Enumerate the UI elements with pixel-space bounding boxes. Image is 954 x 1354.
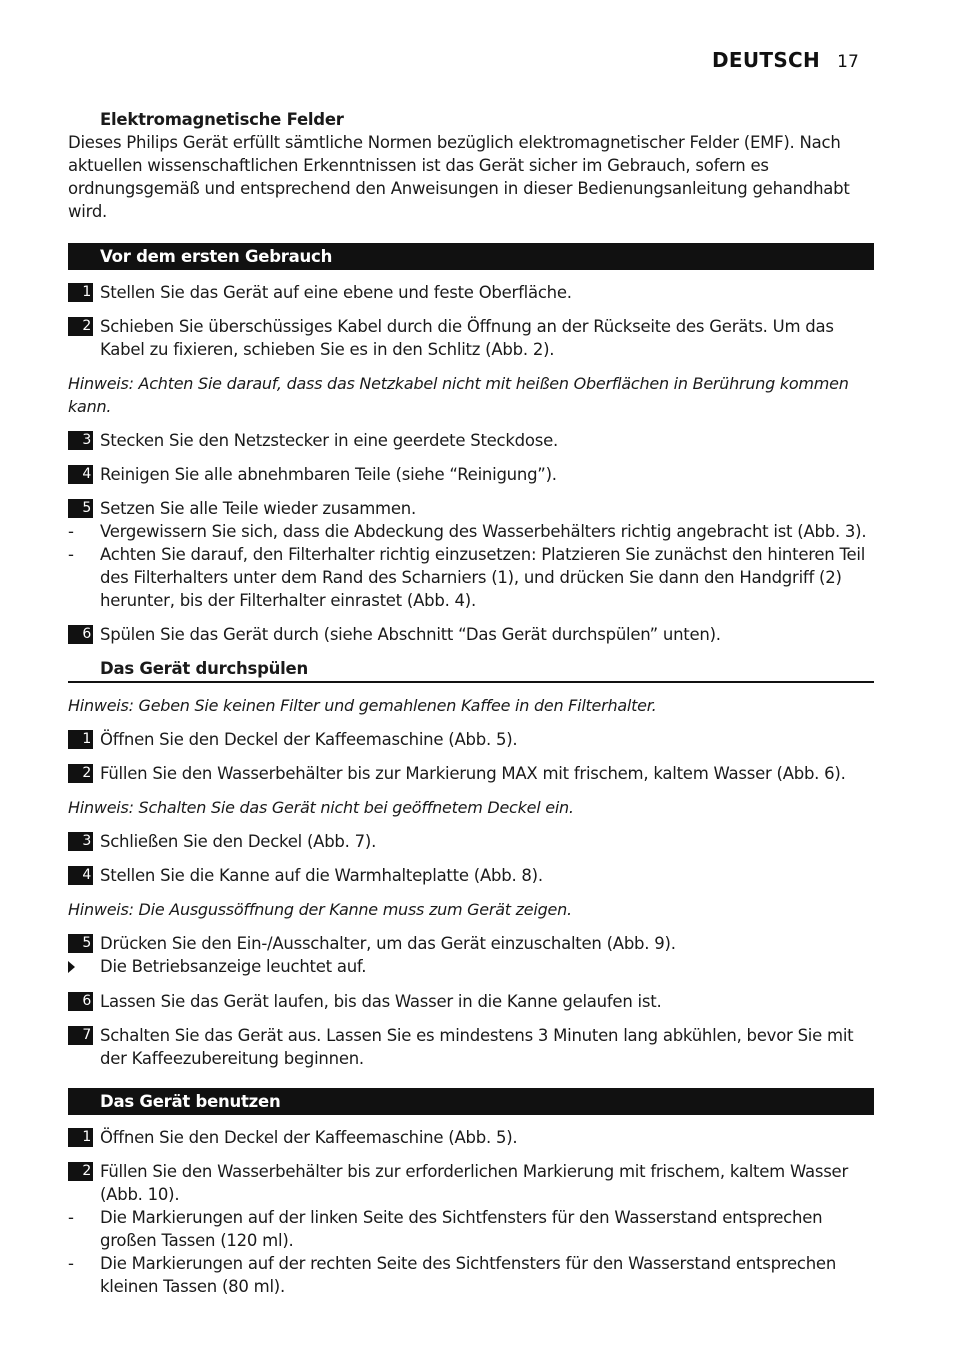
step-text: Füllen Sie den Wasserbehälter bis zur Markierung MAX mit frischem, kaltem Wasser (Abb. 6). [100, 764, 846, 783]
result-text: Die Betriebsanzeige leuchtet auf. [100, 957, 367, 976]
dash-marker: - [68, 522, 74, 541]
step-number: 5 [68, 934, 93, 953]
step-item [68, 864, 874, 887]
step-number: 2 [68, 764, 93, 783]
language-label: DEUTSCH [712, 48, 821, 72]
step-item [68, 830, 874, 853]
result-arrow-icon [68, 955, 100, 979]
page-content [68, 108, 874, 1298]
step-item [68, 990, 874, 1013]
bullet-item [68, 1252, 874, 1298]
bullet-item [68, 543, 874, 612]
step-text: Schieben Sie überschüssiges Kabel durch die Öffnung an der Rückseite des Geräts. Um das Kabel zu fixieren, schieben Sie es in den Schlitz (Abb. 2). [100, 317, 834, 359]
step-number: 3 [68, 832, 93, 851]
step-item [68, 463, 874, 486]
step-text: Schließen Sie den Deckel (Abb. 7). [100, 832, 377, 851]
page-number: 17 [837, 52, 859, 72]
section-heading-use: Das Gerät benutzen [68, 1088, 874, 1115]
dash-marker: - [68, 1208, 74, 1227]
step-item [68, 497, 874, 520]
step-item [68, 728, 874, 751]
bullet-text: Vergewissern Sie sich, dass die Abdeckung des Wasserbehälters richtig angebracht ist (Abb. 3). [100, 522, 867, 541]
step-item [68, 1160, 874, 1206]
step-text: Spülen Sie das Gerät durch (siehe Abschnitt “Das Gerät durchspülen” unten). [100, 625, 721, 644]
section-heading-first-use: Vor dem ersten Gebrauch [68, 243, 874, 270]
bullet-text: Achten Sie darauf, den Filterhalter richtig einzusetzen: Platzieren Sie zunächst den hinteren Teil des Filterhalters unter dem Rand des Scharniers (1), und drücken Sie dann den Handgriff (2) herunter, bis der Filterhalter einrastet (Abb. 4). [100, 545, 866, 610]
step-item [68, 429, 874, 452]
step-number: 2 [68, 317, 93, 336]
step-text: Setzen Sie alle Teile wieder zusammen. [100, 499, 416, 518]
step-text: Stellen Sie die Kanne auf die Warmhalteplatte (Abb. 8). [100, 866, 543, 885]
step-item [68, 281, 874, 304]
step-text: Schalten Sie das Gerät aus. Lassen Sie es mindestens 3 Minuten lang abkühlen, bevor Sie mit der Kaffeezubereitung beginnen. [100, 1026, 854, 1068]
step-number: 4 [68, 465, 93, 484]
step-text: Reinigen Sie alle abnehmbaren Teile (siehe “Reinigung”). [100, 465, 557, 484]
emf-heading: Elektromagnetische Felder [100, 110, 344, 129]
step-number: 4 [68, 866, 93, 885]
page-header [712, 48, 859, 72]
section-heading-flush: Das Gerät durchspülen [68, 657, 874, 683]
bullet-text: Die Markierungen auf der linken Seite des Sichtfensters für den Wasserstand entsprechen großen Tassen (120 ml). [100, 1208, 823, 1250]
note: Hinweis: Achten Sie darauf, dass das Netzkabel nicht mit heißen Oberflächen in Berührung kommen kann. [68, 374, 849, 416]
step-text: Öffnen Sie den Deckel der Kaffeemaschine (Abb. 5). [100, 730, 518, 749]
note: Hinweis: Die Ausgussöffnung der Kanne muss zum Gerät zeigen. [68, 900, 572, 919]
step-number: 6 [68, 992, 93, 1011]
dash-marker: - [68, 545, 74, 564]
step-number: 3 [68, 431, 93, 450]
bullet-item [68, 1206, 874, 1252]
step-number: 1 [68, 1128, 93, 1147]
note: Hinweis: Geben Sie keinen Filter und gemahlenen Kaffee in den Filterhalter. [68, 696, 657, 715]
step-item [68, 932, 874, 955]
bullet-text: Die Markierungen auf der rechten Seite des Sichtfensters für den Wasserstand entsprechen kleinen Tassen (80 ml). [100, 1254, 837, 1296]
step-text: Füllen Sie den Wasserbehälter bis zur erforderlichen Markierung mit frischem, kaltem Wasser (Abb. 10). [100, 1162, 848, 1204]
step-number: 1 [68, 730, 93, 749]
step-item [68, 1024, 874, 1070]
step-number: 5 [68, 499, 93, 518]
step-number: 1 [68, 283, 93, 302]
step-number: 6 [68, 625, 93, 644]
step-item [68, 762, 874, 785]
dash-marker: - [68, 1254, 74, 1273]
step-text: Öffnen Sie den Deckel der Kaffeemaschine (Abb. 5). [100, 1128, 518, 1147]
step-text: Drücken Sie den Ein-/Ausschalter, um das Gerät einzuschalten (Abb. 9). [100, 934, 676, 953]
emf-paragraph: Dieses Philips Gerät erfüllt sämtliche Normen bezüglich elektromagnetischer Felder (EMF). Nach aktuellen wissenschaftlichen Erkenntnissen ist das Gerät sicher im Gebrauch, sofern es ordnungsgemäß und entsprechend den Anweisungen in dieser Bedienungsanleitung gehandhabt wird. [68, 133, 850, 221]
step-item [68, 315, 874, 361]
step-text: Stecken Sie den Netzstecker in eine geerdete Steckdose. [100, 431, 558, 450]
step-item [68, 623, 874, 646]
step-text: Stellen Sie das Gerät auf eine ebene und feste Oberfläche. [100, 283, 572, 302]
step-number: 7 [68, 1026, 93, 1045]
result-item [68, 955, 874, 979]
step-number: 2 [68, 1162, 93, 1181]
step-text: Lassen Sie das Gerät laufen, bis das Wasser in die Kanne gelaufen ist. [100, 992, 662, 1011]
note: Hinweis: Schalten Sie das Gerät nicht bei geöffnetem Deckel ein. [68, 798, 574, 817]
bullet-item [68, 520, 874, 543]
step-item [68, 1126, 874, 1149]
